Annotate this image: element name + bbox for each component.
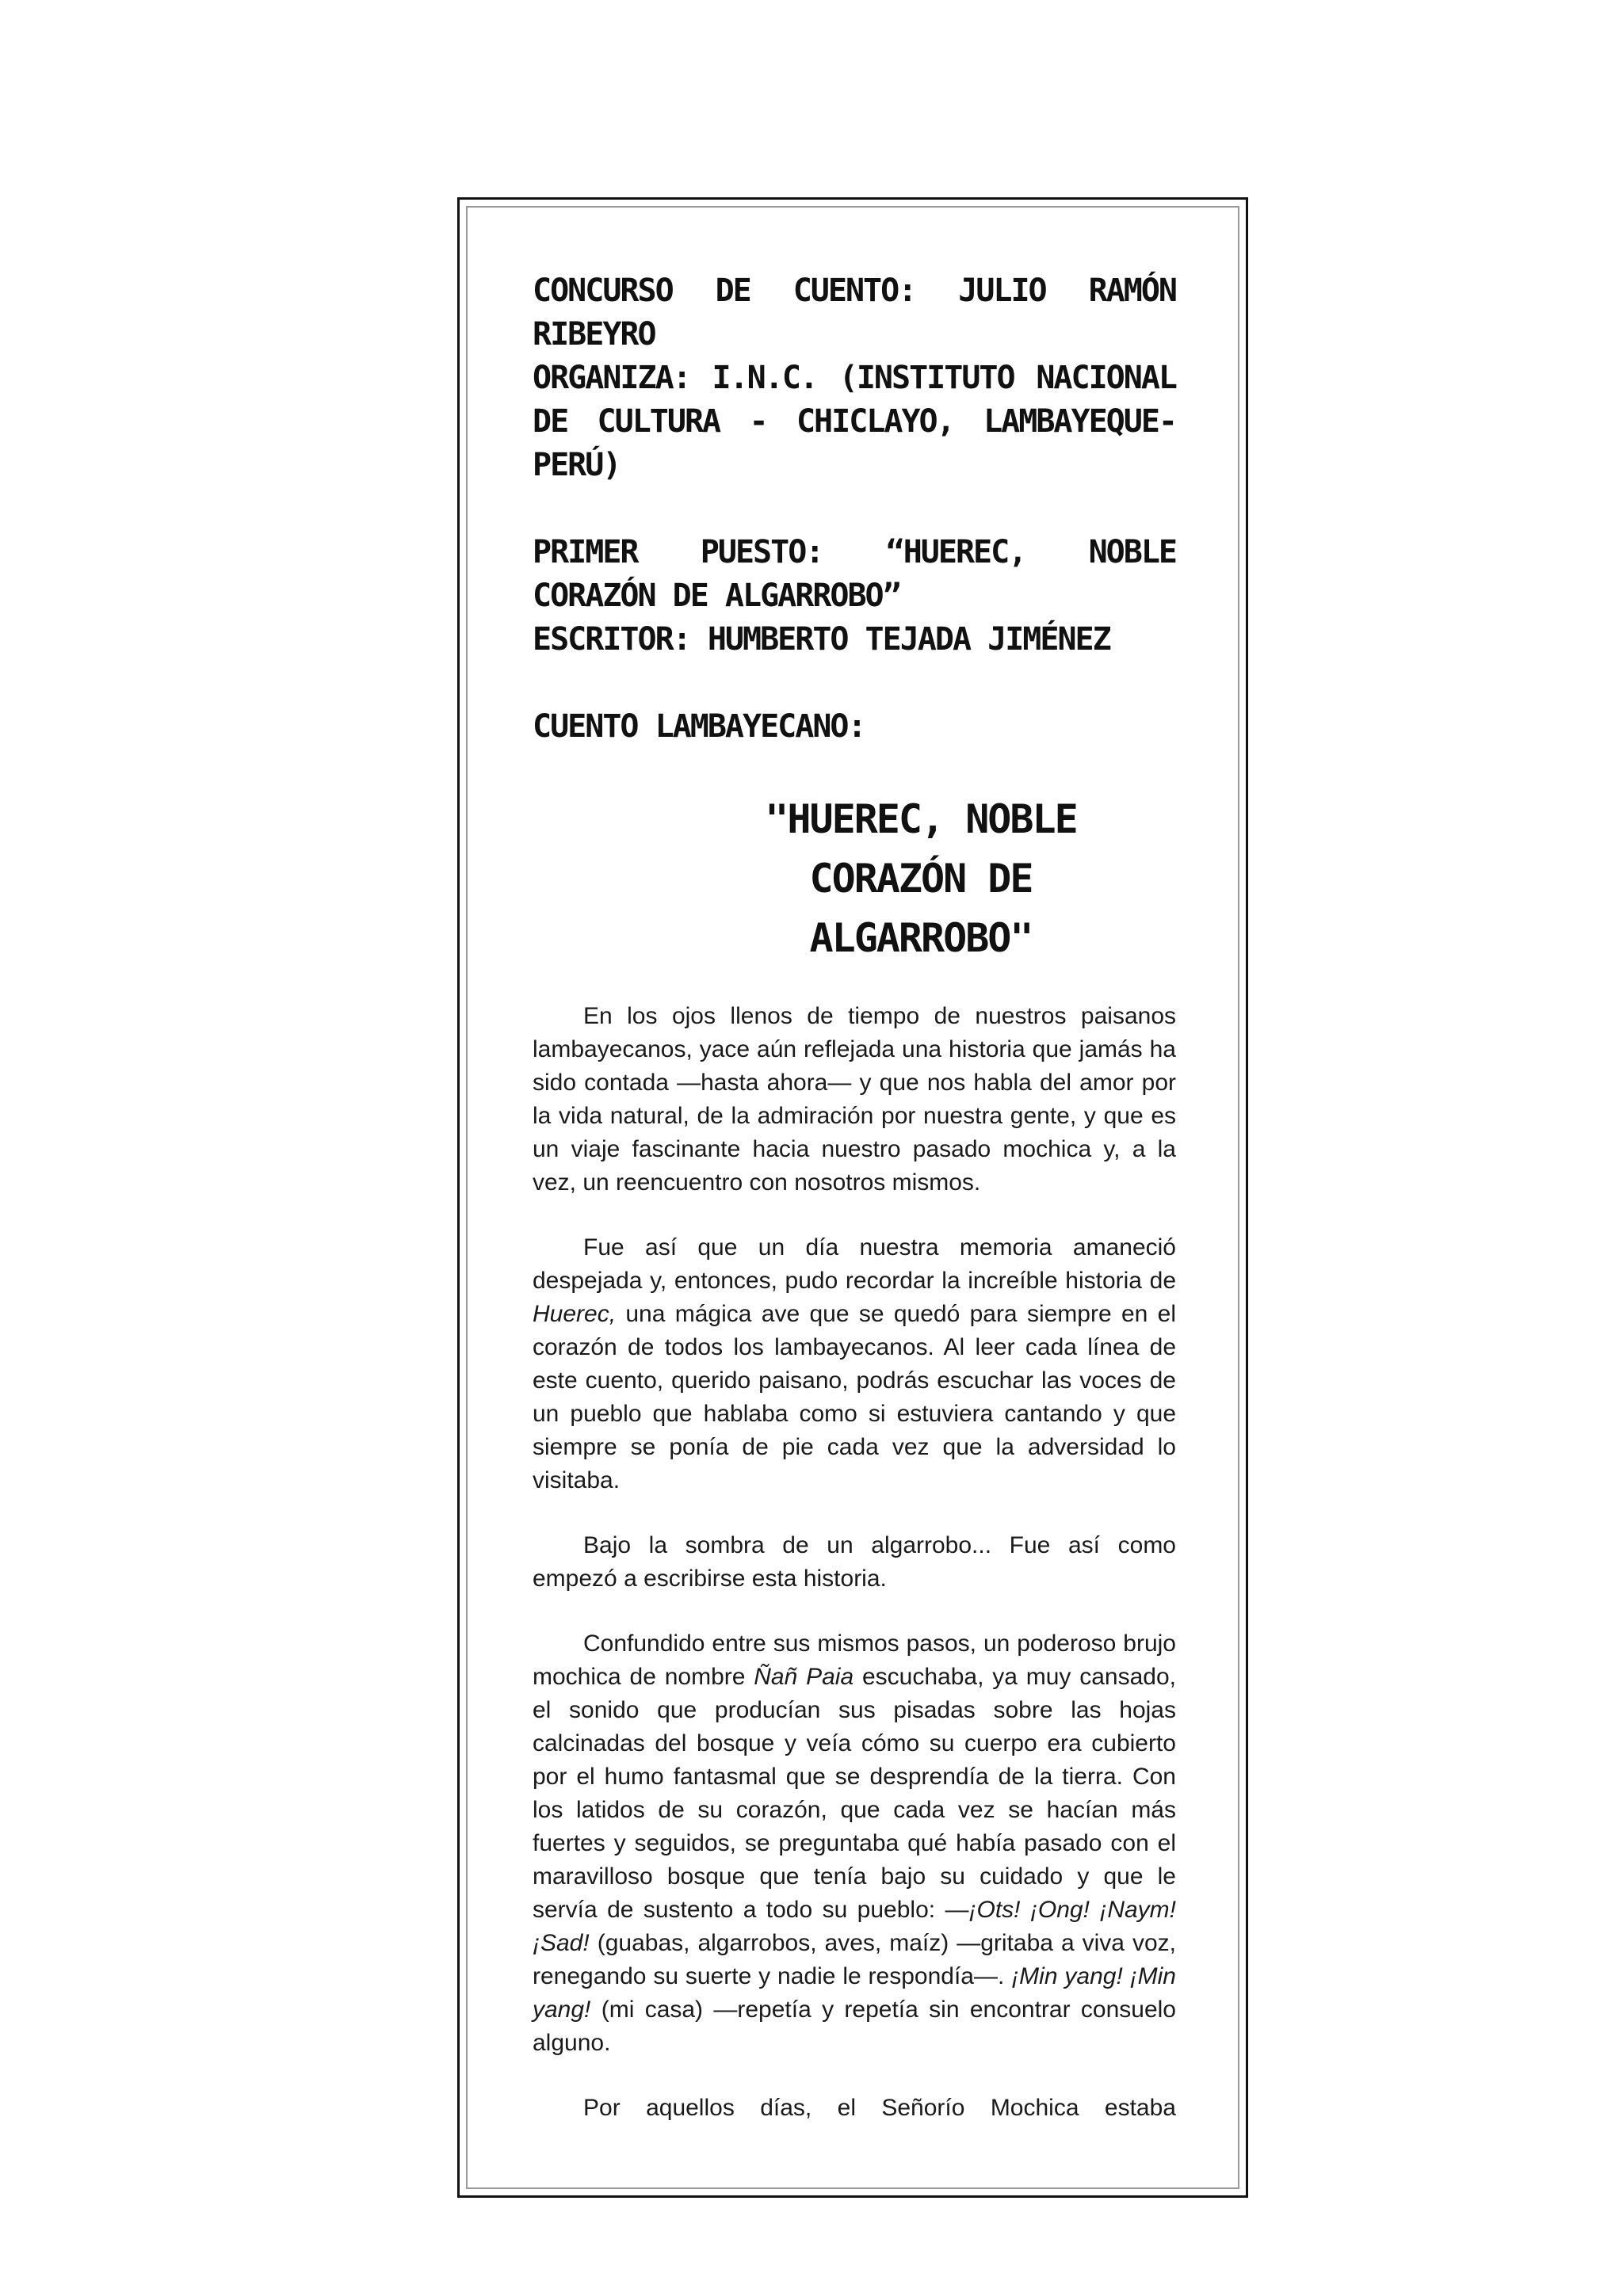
paragraph-4: Confundido entre sus mismos pasos, un poderoso brujo mochica de nombre Ñañ Paia escuchaba, ya muy cansado, el sonido que producían sus pisadas sobre las hojas calcinadas del bosque y veía cómo su cuerpo era cubierto por el humo fantasmal que se desprendía de la tierra. Con los latidos de su corazón, que cada vez se hacían más fuertes y seguidos, se preguntaba qué había pasado con el maravilloso bosque que tenía bajo su cuidado y que le servía de sustento a todo su pueblo: —¡Ots! ¡Ong! ¡Naym! ¡Sad! (guabas, algarrobos, aves, maíz) —gritaba a viva voz, renegando su suerte y nadie le respondía—. ¡Min yang! ¡Min yang! (mi casa) —repetía y repetía sin encontrar consuelo alguno. (533, 1630, 1177, 2056)
writer: ESCRITOR: HUMBERTO TEJADA JIMÉNEZ (533, 621, 1110, 658)
first-place: PRIMER PUESTO: “HUEREC, NOBLE CORAZÓN DE ALGARROBO” (533, 534, 1176, 614)
story-title: "HUEREC, NOBLE CORAZÓN DE ALGARROBO" (765, 796, 1077, 961)
story-label: CUENTO LAMBAYECANO: (533, 708, 865, 745)
story-body (533, 1000, 1176, 2125)
document-content (533, 269, 1176, 2125)
contest-name: CONCURSO DE CUENTO: JULIO RAMÓN RIBEYRO (533, 273, 1176, 353)
paragraph-5: Por aquellos días, el Señorío Mochica estaba (583, 2095, 1176, 2121)
paragraph-1: En los ojos llenos de tiempo de nuestros paisanos lambayecanos, yace aún reflejada una historia que jamás ha sido contada —hasta ahora— y que nos habla del amor por la vida natural, de la admiración por nuestra gente, y que es un viaje fascinante hacia nuestro pasado mochica y, a la vez, un reencuentro con nosotros mismos. (533, 1003, 1176, 1196)
paragraph-3: Bajo la sombra de un algarrobo... Fue así como empezó a escribirse esta historia. (533, 1532, 1176, 1592)
paragraph-2: Fue así que un día nuestra memoria amaneció despejada y, entonces, pudo recordar la increíble historia de Huerec, una mágica ave que se quedó para siempre en el corazón de todos los lambayecanos. Al leer cada línea de este cuento, querido paisano, podrás escuchar las voces de un pueblo que hablaba como si estuviera cantando y que siempre se ponía de pie cada vez que la adversidad lo visitaba. (533, 1234, 1176, 1493)
organizer: ORGANIZA: I.N.C. (INSTITUTO NACIONAL DE CULTURA - CHICLAYO, LAMBAYEQUE- PERÚ) (533, 360, 1176, 483)
contest-header (533, 269, 1176, 749)
